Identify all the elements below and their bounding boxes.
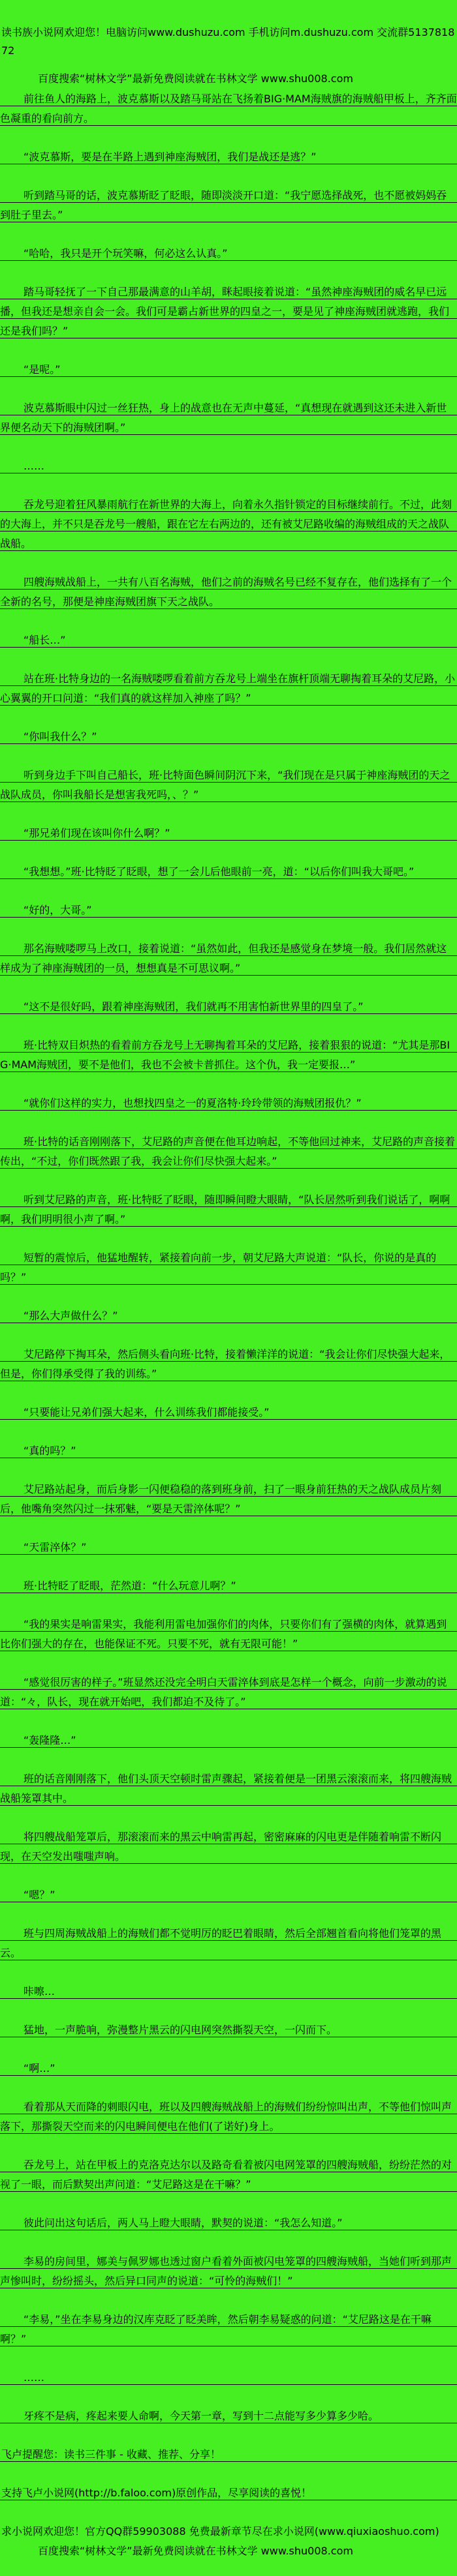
novel-paragraph: “船长…” <box>0 631 457 650</box>
novel-paragraph: …… <box>0 2368 457 2388</box>
site-notice-qiuxiaoshuo: 求小说网欢迎您！官方QQ群59903088 免费最新章节尽在求小说网(www.qiuxiaoshuo.com) <box>1 2525 439 2538</box>
novel-paragraph: “我的果实是响雷果实，我能利用雷电加强你们的肉体，只要你们有了强横的肉体，就算遇到比你们强大的存在，也能保证不死。只要不死，就有无限可能！” <box>0 1615 457 1654</box>
novel-paragraph: “你叫我什么？” <box>0 727 457 747</box>
novel-paragraph: 彼此问出这句话后，两人马上瞪大眼睛，默契的说道：“我怎么知道。” <box>0 2213 457 2233</box>
novel-paragraph: “哈哈，我只是开个玩笑嘛，何必这么认真。” <box>0 244 457 263</box>
novel-body <box>0 89 457 2503</box>
novel-paragraph: 艾尼路站起身，而后身影一闪便稳稳的落到班身前，扫了一眼身前狂热的天之战队成员片刻后，他嘴角突然闪过一抹邪魅，“要是天雷淬体呢？” <box>0 1480 457 1519</box>
novel-paragraph: 站在班·比特身边的一名海贼喽啰看着前方吞龙号上端坐在旗杆顶端无聊掏着耳朵的艾尼路，小心翼翼的开口问道：“我们真的就这样加入神座了吗？” <box>0 669 457 708</box>
novel-paragraph: “那么大声做什么？” <box>0 1306 457 1326</box>
novel-paragraph: 听到踏马哥的话，波克慕斯眨了眨眼，随即淡淡开口道：“我宁愿选择战死，也不愿被妈妈吞到肚子里去。” <box>0 186 457 225</box>
novel-paragraph: 前往鱼人的海路上，波克慕斯以及踏马哥站在飞扬着BIG·MAM海贼旗的海贼船甲板上，齐齐面色凝重的看向前方。 <box>0 89 457 128</box>
novel-paragraph: 听到艾尼路的声音，班·比特眨了眨眼，随即瞬间瞪大眼睛，“队长居然听到我们说话了，啊啊啊，我们明明很小声了啊。” <box>0 1190 457 1229</box>
novel-paragraph: “我想想。”班·比特眨了眨眼，想了一会儿后他眼前一亮，道：“以后你们叫我大哥吧。” <box>0 862 457 882</box>
novel-paragraph: 那名海贼喽啰马上改口，接着说道：“虽然如此，但我还是感觉身在梦境一般。我们居然就这样成为了神座海贼团的一员，想想真是不可思议啊。” <box>0 939 457 978</box>
novel-paragraph: 飞卢提醒您：读书三件事 - 收藏、推荐、分享！ <box>0 2445 457 2464</box>
novel-paragraph: 踏马哥轻抚了一下自己那最满意的山羊胡，眯起眼接着说道：“虽然神座海贼团的威名早已远播，但我还是想亲自会一会。我们可是霸占新世界的四皇之一，要是见了神座海贼团就逃跑，我们还是我们吗？” <box>0 282 457 341</box>
novel-paragraph: “波克慕斯，要是在半路上遇到神座海贼团，我们是战还是逃？” <box>0 147 457 167</box>
novel-paragraph: “感觉很厉害的样子。”班显然还没完全明白天雷淬体到底是怎样一个概念，向前一步激动的说道：“々，队长，现在就开始吧，我们都迫不及待了。” <box>0 1673 457 1712</box>
novel-paragraph: “啊…” <box>0 2059 457 2078</box>
novel-paragraph: 班·比特双目炽热的看着前方吞龙号上无聊掏着耳朵的艾尼路，接着狠狠的说道：“尤其是那BIG·MAM海贼团，要不是他们，我也不会被卡普抓住。这个仇，我一定要报…” <box>0 1036 457 1075</box>
novel-paragraph: “好的，大哥。” <box>0 901 457 920</box>
site-notice-dushuzu: 读书族小说网欢迎您！电脑访问www.dushuzu.com 手机访问m.dushuzu.com 交流群513781872 <box>1 26 455 57</box>
novel-paragraph: “嗯？” <box>0 1885 457 1905</box>
novel-paragraph: 牙疼不是病，疼起来要人命啊，今天第一章，写到十二点能写多少算多少哈。 <box>0 2406 457 2426</box>
novel-paragraph: “这不是很好吗，跟着神座海贼团，我们就再不用害怕新世界里的四皇了。” <box>0 997 457 1017</box>
novel-paragraph: 波克慕斯眼中闪过一丝狂热，身上的战意也在无声中蔓延，“真想现在就遇到这还未进入新世界便名动天下的海贼团啊。” <box>0 398 457 438</box>
novel-paragraph: “只要能让兄弟们强大起来，什么训练我们都能接受。” <box>0 1403 457 1422</box>
novel-paragraph: 支持飞卢小说网(http://b.faloo.com)原创作品，尽享阅读的喜悦！ <box>0 2483 457 2503</box>
novel-paragraph: 咔嚓… <box>0 1982 457 2001</box>
novel-paragraph: 李易的房间里，娜美与佩罗娜也透过窗户看着外面被闪电笼罩的四艘海贼船，当她们听到那声声惨叫时，纷纷摇头，然后异口同声的说道：“可怜的海贼们！” <box>0 2252 457 2291</box>
novel-paragraph: “就你们这样的实力，也想找四皇之一的夏洛特·玲玲带领的海贼团报仇？” <box>0 1094 457 1113</box>
novel-paragraph: 猛地，一声脆响，弥漫整片黑云的闪电网突然撕裂天空，一闪而下。 <box>0 2020 457 2040</box>
novel-paragraph: 艾尼路停下掏耳朵，然后侧头看向班·比特，接着懒洋洋的说道：“我会让你们尽快强大起来，但是，你们得承受得了我的训练。” <box>0 1345 457 1384</box>
site-notice-shu008-bottom: 百度搜索“树林文学”最新免费阅读就在书林文学 www.shu008.com <box>38 2545 353 2557</box>
novel-paragraph: 吞龙号上，站在甲板上的克洛克达尔以及路奇看着被闪电网笼罩的四艘海贼船，纷纷茫然的对视了一眼，而后默契出声问道：“艾尼路这是在干嘛？” <box>0 2155 457 2194</box>
novel-paragraph: 班·比特眨了眨眼，茫然道：“什么玩意儿啊？” <box>0 1576 457 1596</box>
novel-paragraph: “轰隆隆…” <box>0 1731 457 1750</box>
novel-paragraph: 短暂的震惊后，他猛地醒转，紧接着向前一步，朝艾尼路大声说道：“队长，你说的是真的吗？” <box>0 1248 457 1287</box>
novel-paragraph: 看着那从天而降的刺眼闪电，班以及四艘海贼战船上的海贼们纷纷惊叫出声，不等他们惊叫声落下，那撕裂天空而来的闪电瞬间便电在他们(了诺好)身上。 <box>0 2097 457 2136</box>
novel-paragraph: 吞龙号迎着狂风暴雨航行在新世界的大海上，向着永久指针锁定的目标继续前行。不过，此刻的大海上，并不只是吞龙号一艘船，跟在它左右两边的，还有被艾尼路收编的海贼组成的天之战队战船。 <box>0 495 457 554</box>
site-notice-shu008-top: 百度搜索“树林文学”最新免费阅读就在书林文学 www.shu008.com <box>38 72 353 85</box>
novel-paragraph: 将四艘战船笼罩后，那滚滚而来的黑云中响雷再起，密密麻麻的闪电更是伴随着响雷不断闪现，在天空发出嗤嗤声响。 <box>0 1827 457 1866</box>
novel-paragraph: 班的话音刚刚落下，他们头顶天空顿时雷声骤起，紧接着便是一团黑云滚滚而来，将四艘海贼战船笼罩其中。 <box>0 1769 457 1808</box>
novel-paragraph: 班·比特的话音刚刚落下，艾尼路的声音便在他耳边响起，不等他回过神来，艾尼路的声音接着传出，“不过，你们既然跟了我，我会让你们尽快强大起来。” <box>0 1132 457 1171</box>
novel-paragraph: 听到身边手下叫自己船长，班·比特面色瞬间阴沉下来，“我们现在是只属于神座海贼团的天之战队成员，你叫我船长是想害我死吗，、？” <box>0 766 457 805</box>
novel-paragraph: “李易，”坐在李易身边的汉库克眨了眨美眸，然后朝李易疑惑的问道：“艾尼路这是在干嘛啊？” <box>0 2310 457 2349</box>
novel-paragraph: “天雷淬体？” <box>0 1538 457 1557</box>
novel-paragraph: 班与四周海贼战船上的海贼们都不觉明厉的眨巴着眼睛，然后全部翘首看向将他们笼罩的黑云。 <box>0 1924 457 1963</box>
novel-paragraph: 四艘海贼战船上，一共有八百名海贼，他们之前的海贼名号已经不复存在，他们选择有了一个全新的名号，那便是神座海贼团旗下天之战队。 <box>0 573 457 612</box>
novel-paragraph: …… <box>0 457 457 476</box>
novel-paragraph: “是呢。” <box>0 360 457 380</box>
novel-paragraph: “真的吗？” <box>0 1441 457 1461</box>
novel-paragraph: “那兄弟们现在该叫你什么啊？” <box>0 824 457 843</box>
